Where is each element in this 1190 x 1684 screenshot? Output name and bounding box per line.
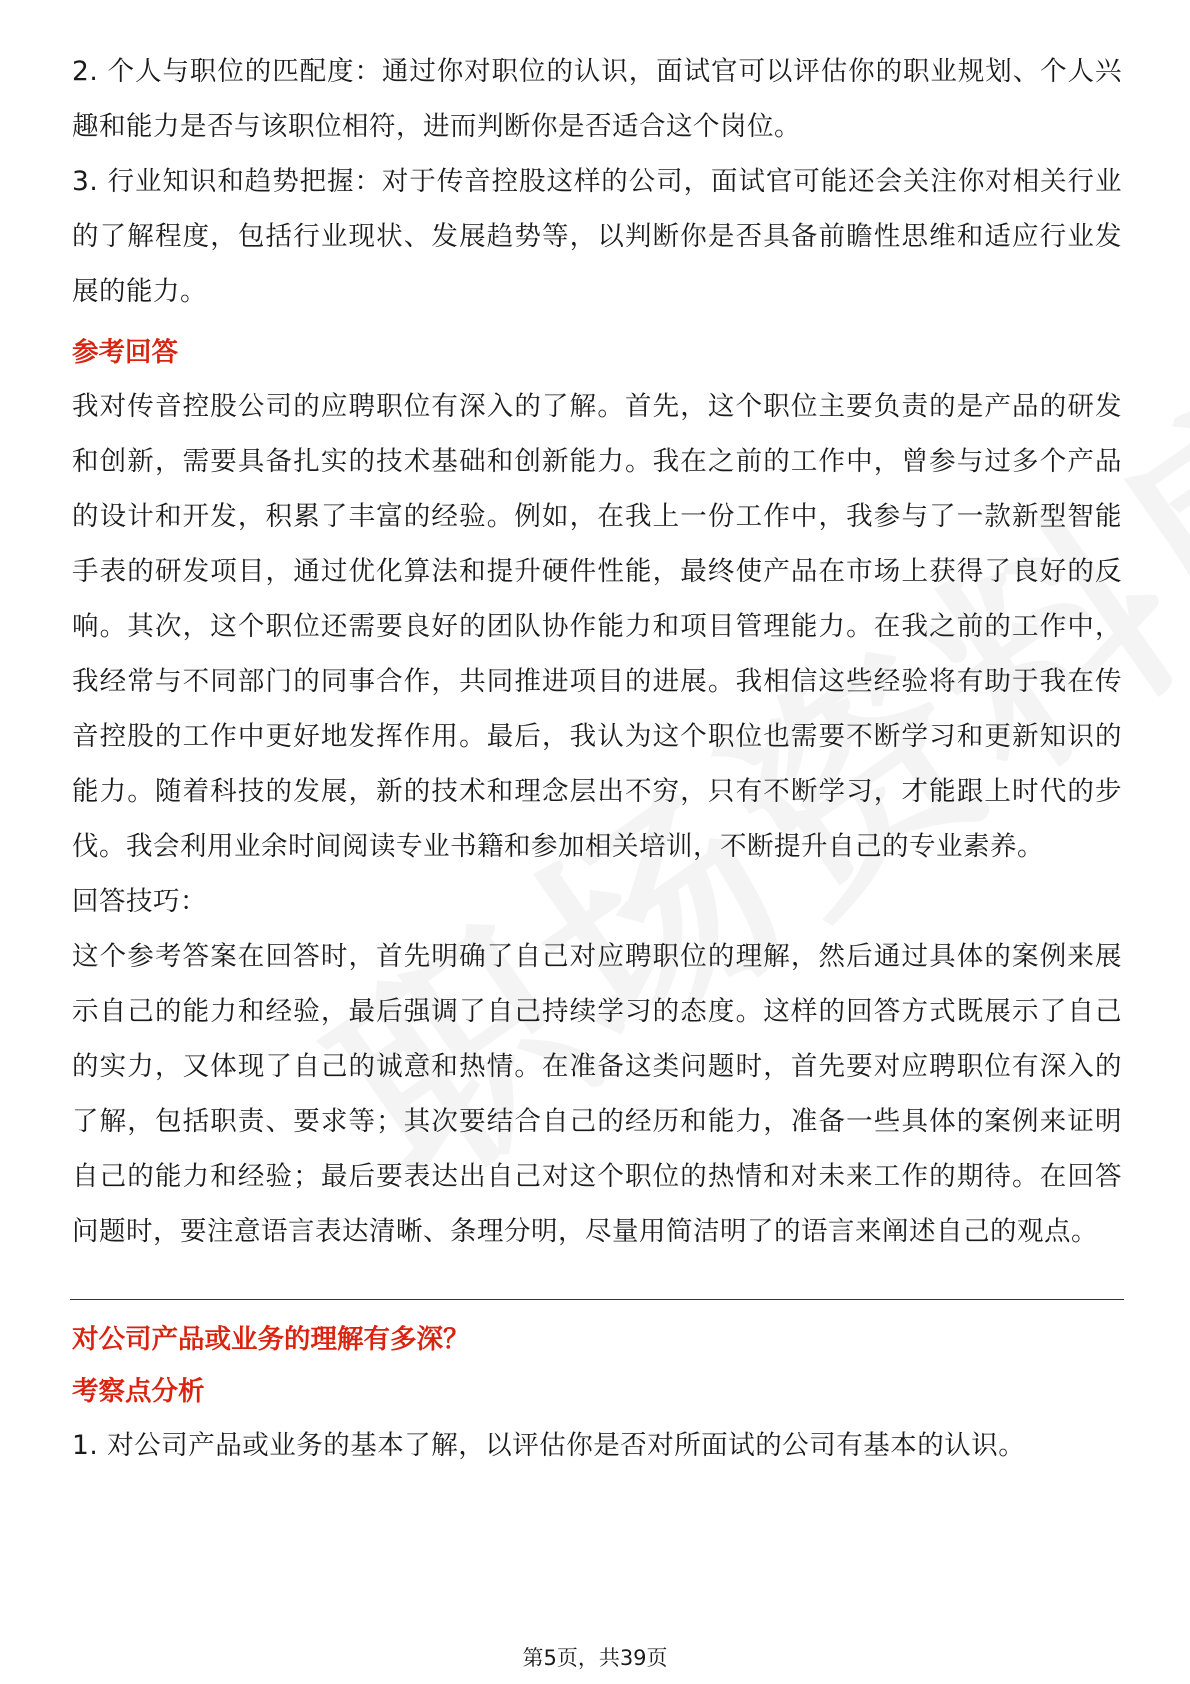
answer-tips-label: 回答技巧： bbox=[72, 886, 207, 917]
section-divider bbox=[70, 1299, 1124, 1300]
reference-answer-heading: 参考回答 bbox=[72, 337, 178, 368]
analysis-point-3: 3. 行业知识和趋势把握：对于传音控股这样的公司，面试官可能还会关注你对相关行业的了解程度，包括行业现状、发展趋势等，以判断你是否具备前瞻性思维和适应行业发展的能力。 bbox=[72, 166, 1122, 307]
answer-tips-text: 这个参考答案在回答时，首先明确了自己对应聘职位的理解，然后通过具体的案例来展示自己的能力和经验，最后强调了自己持续学习的态度。这样的回答方式既展示了自己的实力，又体现了自己的诚意和热情。在准备这类问题时，首先要对应聘职位有深入的了解，包括职责、要求等；其次要结合自己的经历和能力，准备一些具体的案例来证明自己的能力和经验；最后要表达出自己对这个职位的热情和对未来工作的期待。在回答问题时，要注意语言表达清晰、条理分明，尽量用简洁明了的语言来阐述自己的观点。 bbox=[72, 941, 1122, 1247]
page-footer: 第5页，共39页 bbox=[522, 1646, 668, 1670]
question-title: 对公司产品或业务的理解有多深？ bbox=[72, 1324, 470, 1355]
page-content bbox=[72, 44, 1122, 1473]
analysis-point-2: 2. 个人与职位的匹配度：通过你对职位的认识，面试官可以评估你的职业规划、个人兴趣和能力是否与该职位相符，进而判断你是否适合这个岗位。 bbox=[72, 56, 1122, 142]
analysis-point-1: 1. 对公司产品或业务的基本了解，以评估你是否对所面试的公司有基本的认识。 bbox=[72, 1430, 1026, 1461]
analysis-heading: 考察点分析 bbox=[72, 1376, 205, 1407]
reference-answer-text: 我对传音控股公司的应聘职位有深入的了解。首先，这个职位主要负责的是产品的研发和创新，需要具备扎实的技术基础和创新能力。我在之前的工作中，曾参与过多个产品的设计和开发，积累了丰富的经验。例如，在我上一份工作中，我参与了一款新型智能手表的研发项目，通过优化算法和提升硬件性能，最终使产品在市场上获得了良好的反响。其次，这个职位还需要良好的团队协作能力和项目管理能力。在我之前的工作中，我经常与不同部门的同事合作，共同推进项目的进展。我相信这些经验将有助于我在传音控股的工作中更好地发挥作用。最后，我认为这个职位也需要不断学习和更新知识的能力。随着科技的发展，新的技术和理念层出不穷，只有不断学习，才能跟上时代的步伐。我会利用业余时间阅读专业书籍和参加相关培训，不断提升自己的专业素养。 bbox=[72, 391, 1122, 862]
